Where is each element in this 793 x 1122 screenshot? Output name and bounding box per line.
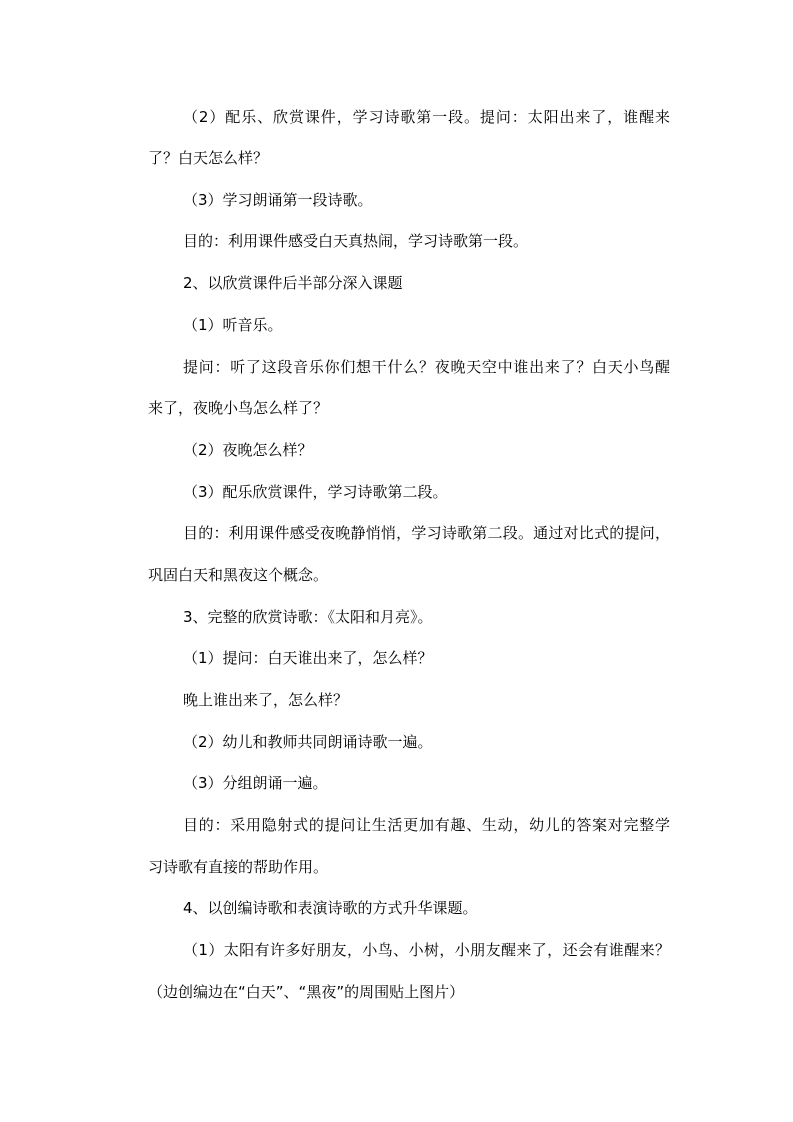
paragraph-line: （边创编边在“白天”、“黑夜”的周围贴上图片） — [148, 983, 465, 1001]
paragraph-line: （3）配乐欣赏课件，学习诗歌第二段。 — [183, 483, 448, 501]
section-heading: 2、以欣赏课件后半部分深入课题 — [183, 274, 403, 292]
paragraph-line: 目的：利用课件感受白天真热闹，学习诗歌第一段。 — [183, 232, 529, 250]
section-heading: 4、以创编诗歌和表演诗歌的方式升华课题。 — [183, 899, 478, 917]
paragraph-line: 目的：采用隐射式的提问让生活更加有趣、生动，幼儿的答案对完整学 — [183, 816, 670, 834]
paragraph-line: 习诗歌有直接的帮助作用。 — [148, 858, 329, 876]
paragraph-line: （2）配乐、欣赏课件，学习诗歌第一段。提问：太阳出来了，谁醒来 — [183, 108, 670, 126]
paragraph-line: 了？白天怎么样？ — [148, 149, 269, 167]
paragraph-line: （1）听音乐。 — [183, 316, 283, 334]
paragraph-line: 提问：听了这段音乐你们想干什么？夜晚天空中谁出来了？白天小鸟醒 — [183, 358, 670, 376]
paragraph-line: 晚上谁出来了，怎么样？ — [183, 691, 349, 709]
paragraph-line: （3）学习朗诵第一段诗歌。 — [183, 191, 373, 209]
paragraph-line: （1）提问：白天谁出来了，怎么样？ — [183, 649, 433, 667]
paragraph-line: （3）分组朗诵一遍。 — [183, 774, 328, 792]
section-heading: 3、完整的欣赏诗歌：《太阳和月亮》。 — [183, 608, 433, 626]
paragraph-line: （1）太阳有许多好朋友，小鸟、小树，小朋友醒来了，还会有谁醒来？ — [183, 941, 670, 959]
paragraph-line: 巩固白天和黑夜这个概念。 — [148, 566, 329, 584]
paragraph-line: （2）幼儿和教师共同朗诵诗歌一遍。 — [183, 733, 433, 751]
paragraph-line: 来了，夜晚小鸟怎么样了？ — [148, 399, 329, 417]
paragraph-line: （2）夜晚怎么样？ — [183, 441, 313, 459]
paragraph-line: 目的：利用课件感受夜晚静悄悄，学习诗歌第二段。通过对比式的提问， — [183, 524, 670, 542]
